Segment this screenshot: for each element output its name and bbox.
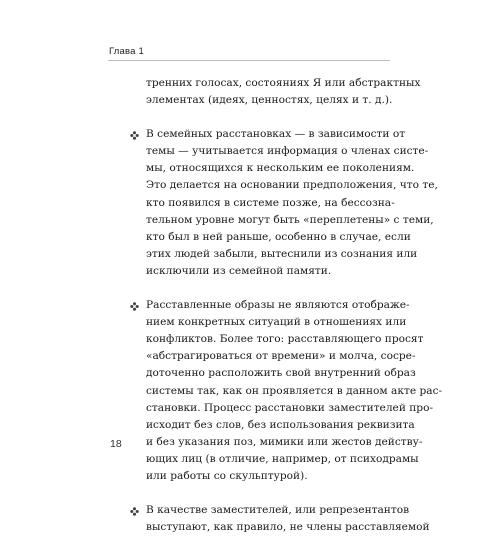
page-number: 18 bbox=[110, 438, 122, 450]
text-line: кто был в ней раньше, особенно в случае, если bbox=[146, 230, 411, 243]
four-petal-cross-icon bbox=[130, 302, 139, 311]
text-line: системы так, как он проявляется в данном акте рас- bbox=[146, 384, 443, 397]
text-line: мы, относящихся к нескольким ее поколениям. bbox=[146, 162, 415, 175]
running-head: Глава 1 bbox=[109, 46, 144, 57]
text-line: В качестве заместителей, или репрезентантов bbox=[146, 504, 410, 517]
text-line: доточенно расположить свой внутренний образ bbox=[146, 367, 416, 380]
text-line: элементах (идеях, ценностях, целях и т. д.). bbox=[146, 94, 393, 107]
text-line: В семейных расстановках — в зависимости от bbox=[146, 128, 406, 141]
text-line: тренних голосах, состояниях Я или абстрактных bbox=[146, 77, 421, 89]
four-petal-cross-icon bbox=[130, 507, 139, 516]
text-line: исходит без слов, без использования реквизита bbox=[146, 418, 415, 431]
text-line: становки. Процесс расстановки заместителей про- bbox=[146, 401, 434, 414]
text-line: конфликтов. Более того: расставляющего просят bbox=[146, 333, 424, 346]
text-line: Это делается на основании предположения, что те, bbox=[146, 179, 438, 192]
body-text bbox=[146, 75, 443, 536]
bullet-paragraph bbox=[146, 297, 443, 485]
text-line: кто появился в системе позже, на бессозна- bbox=[146, 196, 395, 209]
text-line: «абстрагироваться от времени» и молча, сосре- bbox=[146, 350, 416, 363]
text-line: ющих лиц (в отличие, например, от психодрамы bbox=[146, 452, 419, 465]
text-line: исключили из семейной памяти. bbox=[146, 264, 332, 277]
header-rule bbox=[108, 60, 390, 61]
text-line: Расставленные образы не являются отображе- bbox=[146, 299, 410, 312]
four-petal-cross-icon bbox=[130, 131, 139, 140]
bullet-paragraph bbox=[146, 126, 438, 280]
text-line: выступают, как правило, не члены расставляемой bbox=[146, 521, 430, 534]
text-line: этих людей забыли, вытеснили из сознания или bbox=[146, 247, 418, 260]
text-line: темы — учитывается информация о членах систе- bbox=[146, 145, 429, 158]
text-line: тельном уровне могут быть «переплетены» с теми, bbox=[146, 213, 434, 226]
continued-paragraph bbox=[146, 75, 421, 109]
text-line: или работы со скульптурой). bbox=[146, 469, 308, 482]
text-line: и без указания поз, мимики или жестов действу- bbox=[146, 435, 423, 448]
text-line: нием конкретных ситуаций в отношениях или bbox=[146, 316, 407, 329]
bullet-paragraph bbox=[146, 502, 430, 536]
